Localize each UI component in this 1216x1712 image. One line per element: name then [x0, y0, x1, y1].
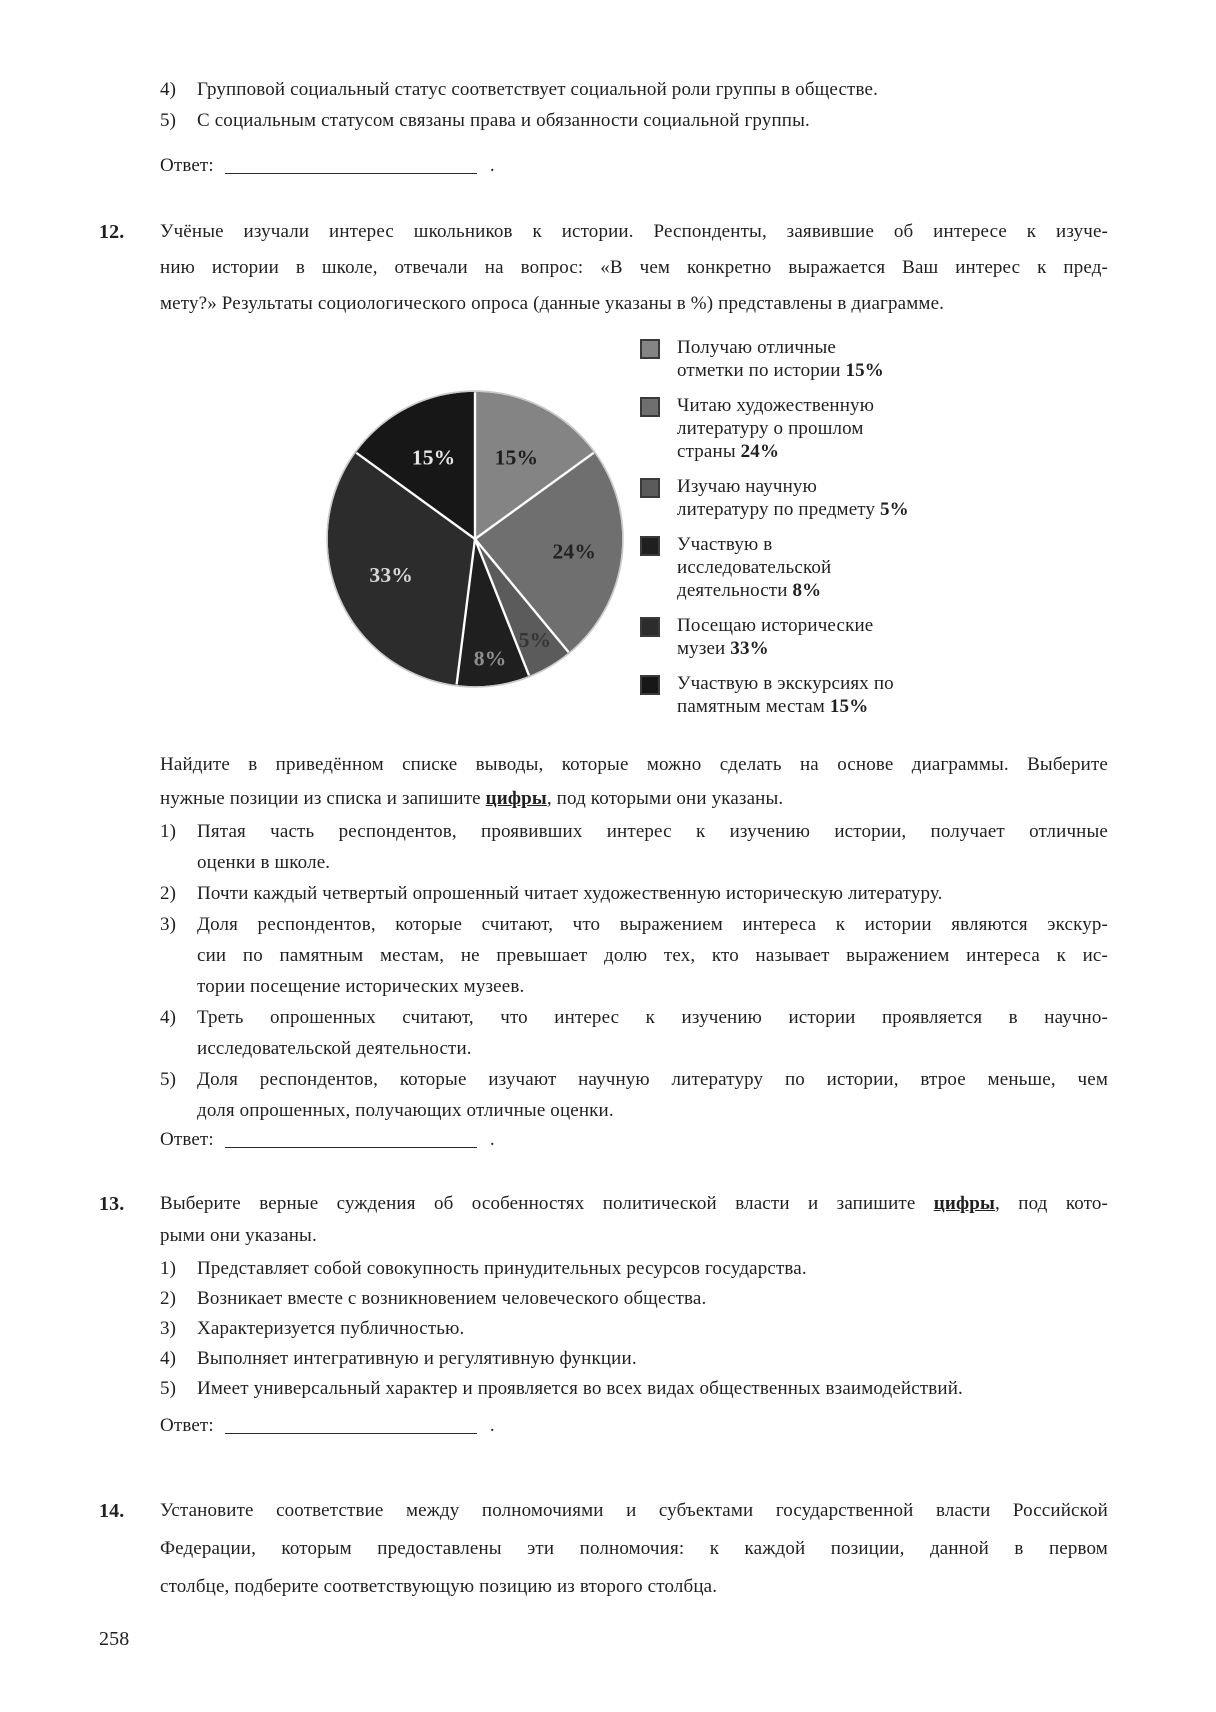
chart-block	[0, 336, 1216, 736]
legend-swatch	[640, 397, 660, 417]
legend-item	[640, 672, 1090, 718]
intro-line: Федерации, которым предоставлены эти полномочия: к каждой позиции, данной в первом	[160, 1538, 1108, 1559]
list-item	[160, 1002, 1108, 1064]
legend-swatch	[640, 478, 660, 498]
legend-text	[677, 475, 909, 521]
list-item-line: Имеет универсальный характер и проявляется во всех видах общественных взаимодействий.	[197, 1378, 963, 1399]
list-item-number: 3)	[160, 1318, 177, 1339]
list-item-number: 3)	[160, 914, 177, 935]
question-12-options	[160, 816, 1108, 1126]
list-item-line: Групповой социальный статус соответствует социальной роли группы в обществе.	[197, 79, 879, 100]
legend-label: литературу по предмету	[677, 499, 876, 520]
answer-row	[160, 1410, 495, 1441]
legend-item	[640, 614, 1090, 660]
list-item-number: 5)	[160, 1378, 177, 1399]
answer-period: .	[489, 1415, 495, 1436]
intro-line: Учёные изучали интерес школьников к истории. Респонденты, заявившие об интересе к изуче-	[160, 221, 1108, 242]
prev-question-items	[160, 74, 1108, 136]
legend-swatch	[640, 617, 660, 637]
list-item	[160, 105, 1108, 136]
answer-label: Ответ:	[160, 155, 214, 176]
answer-label: Ответ:	[160, 1129, 214, 1150]
list-item-line: Характеризуется публичностью.	[197, 1318, 465, 1339]
legend-swatch	[640, 339, 660, 359]
legend-label: отметки по истории	[677, 360, 841, 381]
task-text: нужные позиции из списка и запишите	[160, 788, 486, 809]
legend-line	[677, 440, 874, 463]
question-13-number: 13.	[99, 1193, 125, 1215]
legend-line	[677, 637, 873, 660]
list-item	[160, 1254, 1108, 1284]
question-12-number: 12.	[99, 221, 125, 243]
legend-pct: 24%	[740, 441, 780, 462]
task-text: Выберите верные суждения об особенностях политической власти и запишите	[160, 1193, 934, 1214]
list-item-number: 5)	[160, 110, 177, 131]
list-item	[160, 1314, 1108, 1344]
intro-line: Установите соответствие между полномочиями и субъектами государственной власти Российской	[160, 1500, 1108, 1521]
list-item-line: Возникает вместе с возникновением человеческого общества.	[197, 1288, 707, 1309]
list-item	[160, 816, 1108, 878]
list-item-line: исследовательской деятельности.	[197, 1038, 472, 1059]
list-item-line: оценки в школе.	[197, 852, 331, 873]
task-keyword: цифры	[933, 1193, 995, 1214]
list-item-line: Почти каждый четвертый опрошенный читает художественную историческую литературу.	[197, 883, 943, 904]
legend-text	[677, 614, 873, 660]
intro-line: рыми они указаны.	[160, 1225, 317, 1246]
question-12-task	[160, 748, 1108, 816]
legend-pct: 15%	[829, 696, 869, 717]
answer-blank	[225, 155, 477, 174]
legend-pct: 33%	[730, 638, 769, 659]
list-item-number: 4)	[160, 79, 177, 100]
list-item	[160, 909, 1108, 1002]
legend-line: Участвую в	[677, 534, 773, 555]
list-item-line: С социальным статусом связаны права и обязанности социальной группы.	[197, 110, 810, 131]
list-item-line: Пятая часть респондентов, проявивших интерес к изучению истории, получает отличные	[197, 821, 1108, 842]
legend-text	[677, 394, 874, 463]
answer-period: .	[489, 1129, 495, 1150]
intro-line: мету?» Результаты социологического опроса (данные указаны в %) представлены в диаграмме.	[160, 293, 945, 314]
task-text: , под кото-	[995, 1193, 1108, 1214]
list-item	[160, 1344, 1108, 1374]
legend-line	[677, 579, 831, 602]
legend-swatch	[640, 675, 660, 695]
list-item-number: 4)	[160, 1348, 177, 1369]
pie-slice-label: 24%	[552, 539, 597, 564]
legend-line: Изучаю научную	[677, 476, 817, 497]
legend-item	[640, 394, 1090, 463]
pie-chart	[318, 382, 632, 696]
legend-item	[640, 533, 1090, 602]
intro-line: нию истории в школе, отвечали на вопрос: «В чем конкретно выражается Ваш интерес к пред-	[160, 257, 1108, 278]
list-item	[160, 878, 1108, 909]
task-line: Найдите в приведённом списке выводы, которые можно сделать на основе диаграммы. Выберите	[160, 754, 1108, 775]
legend-label: музеи	[677, 638, 726, 659]
legend-text	[677, 336, 884, 382]
legend-text	[677, 533, 831, 602]
chart-legend	[640, 336, 1090, 730]
pie-slice-label: 15%	[411, 445, 456, 470]
list-item-number: 2)	[160, 883, 177, 904]
legend-text	[677, 672, 894, 718]
legend-label: памятным местам	[677, 696, 825, 717]
list-item	[160, 1064, 1108, 1126]
answer-period: .	[489, 155, 495, 176]
legend-swatch	[640, 536, 660, 556]
legend-item	[640, 336, 1090, 382]
legend-pct: 15%	[845, 360, 884, 381]
question-14-intro	[160, 1492, 1108, 1606]
legend-pct: 5%	[880, 499, 909, 520]
legend-pct: 8%	[792, 580, 822, 601]
list-item-line: Доля респондентов, которые изучают научную литературу по истории, втрое меньше, чем	[197, 1069, 1108, 1090]
list-item-line: Выполняет интегративную и регулятивную функции.	[197, 1348, 637, 1369]
answer-row	[160, 1124, 495, 1155]
pie-slice-label: 8%	[473, 646, 507, 671]
legend-line: литературу о прошлом	[677, 418, 864, 439]
list-item-line: доля опрошенных, получающих отличные оценки.	[197, 1100, 614, 1121]
list-item-line: Представляет собой совокупность принудительных ресурсов государства.	[197, 1258, 807, 1279]
legend-line: исследовательской	[677, 557, 832, 578]
intro-line: столбце, подберите соответствующую позицию из второго столбца.	[160, 1576, 718, 1597]
legend-line: Получаю отличные	[677, 337, 836, 358]
legend-line	[677, 498, 909, 521]
list-item-line: Треть опрошенных считают, что интерес к изучению истории проявляется в научно-	[197, 1007, 1108, 1028]
pie-slice-label: 5%	[518, 628, 552, 653]
task-keyword: цифры	[485, 788, 547, 809]
legend-item	[640, 475, 1090, 521]
legend-label: деятельности	[677, 580, 788, 601]
list-item-number: 1)	[160, 821, 177, 842]
answer-blank	[225, 1129, 477, 1148]
legend-label: страны	[677, 441, 736, 462]
intro-line	[160, 1188, 1108, 1220]
pie-slice-label: 33%	[369, 563, 414, 588]
list-item-line: Доля респондентов, которые считают, что выражением интереса к истории являются экскур-	[197, 914, 1108, 935]
question-13-intro	[160, 1188, 1108, 1252]
list-item	[160, 1284, 1108, 1314]
list-item	[160, 1374, 1108, 1404]
list-item-number: 4)	[160, 1007, 177, 1028]
question-14-number: 14.	[99, 1500, 125, 1522]
list-item	[160, 74, 1108, 105]
list-item-number: 2)	[160, 1288, 177, 1309]
pie-slice-label: 15%	[494, 445, 539, 470]
answer-label: Ответ:	[160, 1415, 214, 1436]
page-number: 258	[99, 1628, 130, 1650]
legend-line: Посещаю исторические	[677, 615, 874, 636]
task-text: , под которыми они указаны.	[546, 788, 784, 809]
question-12-intro	[160, 214, 1108, 322]
list-item-number: 5)	[160, 1069, 177, 1090]
answer-row	[160, 150, 495, 181]
legend-line	[677, 359, 884, 382]
list-item-line: сии по памятным местам, не превышает долю тех, кто называет выражением интереса к ис-	[197, 945, 1108, 966]
list-item-number: 1)	[160, 1258, 177, 1279]
task-line	[160, 782, 1108, 816]
legend-line: Участвую в экскурсиях по	[677, 673, 894, 694]
list-item-line: тории посещение исторических музеев.	[197, 976, 525, 997]
pie-chart-wrap	[318, 382, 632, 702]
question-13-options	[160, 1254, 1108, 1404]
legend-line: Читаю художественную	[677, 395, 875, 416]
answer-blank	[225, 1415, 477, 1434]
legend-line	[677, 695, 894, 718]
